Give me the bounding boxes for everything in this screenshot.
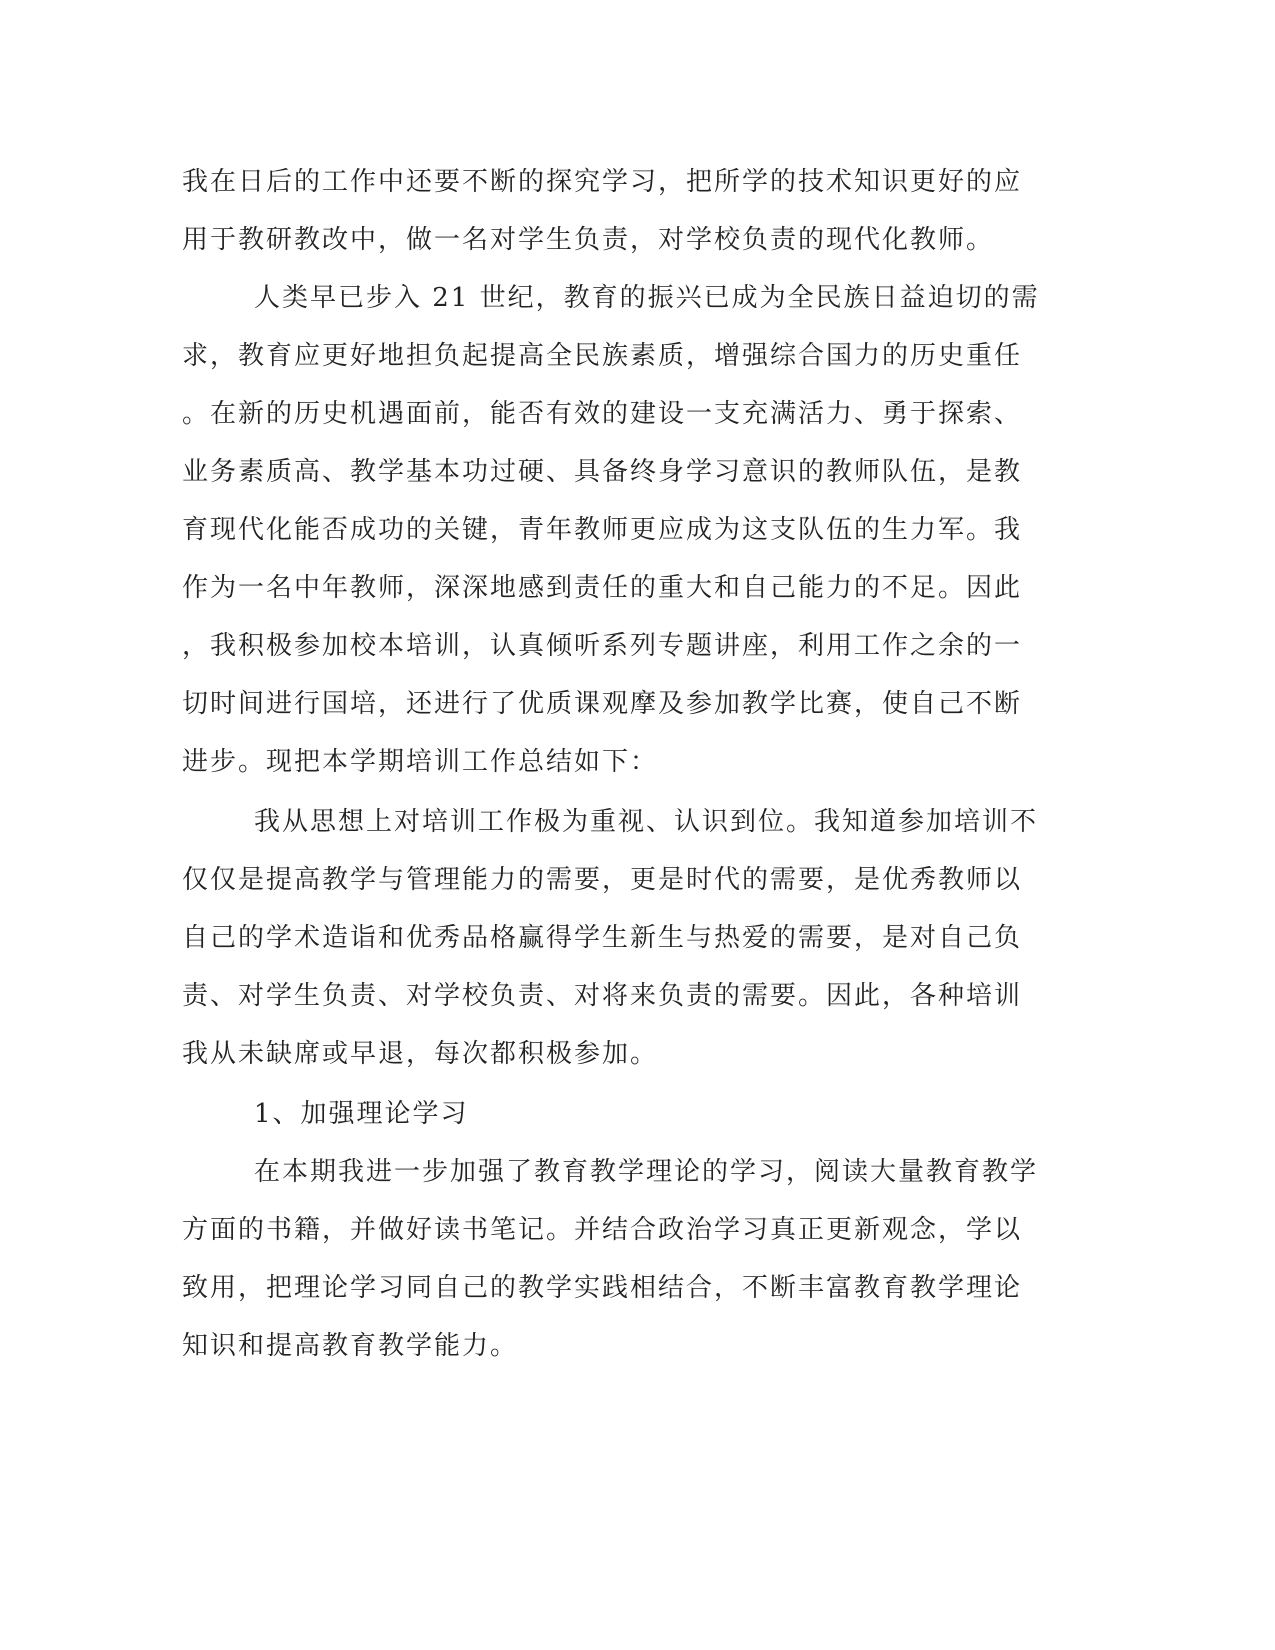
paragraph-line: 责、对学生负责、对学校负责、对将来负责的需要。因此，各种培训 — [182, 981, 1023, 1011]
paragraph-line: 求，教育应更好地担负起提高全民族素质，增强综合国力的历史重任 — [182, 341, 1023, 371]
paragraph-line: 我从思想上对培训工作极为重视、认识到位。我知道参加培训不 — [254, 807, 1039, 837]
paragraph-line: 自己的学术造诣和优秀品格赢得学生新生与热爱的需要，是对自己负 — [182, 923, 1023, 953]
paragraph-line: 切时间进行国培，还进行了优质课观摩及参加教学比赛，使自己不断 — [182, 689, 1023, 719]
paragraph-line: 人类早已步入 21 世纪，教育的振兴已成为全民族日益迫切的需 — [254, 283, 1040, 313]
paragraph-line: 我从未缺席或早退，每次都积极参加。 — [182, 1039, 659, 1069]
paragraph-line: 知识和提高教育教学能力。 — [182, 1331, 519, 1361]
paragraph-line: 在本期我进一步加强了教育教学理论的学习，阅读大量教育教学 — [254, 1157, 1039, 1187]
paragraph-line: ，我积极参加校本培训，认真倾听系列专题讲座，利用工作之余的一 — [182, 631, 1023, 661]
paragraph-line: 育现代化能否成功的关键，青年教师更应成为这支队伍的生力军。我 — [182, 515, 1023, 545]
section-heading: 1、加强理论学习 — [254, 1099, 469, 1129]
paragraph-line: 方面的书籍，并做好读书笔记。并结合政治学习真正更新观念，学以 — [182, 1215, 1023, 1245]
paragraph-line: 我在日后的工作中还要不断的探究学习，把所学的技术知识更好的应 — [182, 167, 1023, 197]
paragraph-line: 业务素质高、教学基本功过硬、具备终身学习意识的教师队伍，是教 — [182, 457, 1023, 487]
paragraph-line: 进步。现把本学期培训工作总结如下： — [182, 747, 659, 777]
paragraph-line: 用于教研教改中，做一名对学生负责，对学校负责的现代化教师。 — [182, 225, 995, 255]
paragraph-line: 致用，把理论学习同自己的教学实践相结合，不断丰富教育教学理论 — [182, 1273, 1023, 1303]
paragraph-line: 仅仅是提高教学与管理能力的需要，更是时代的需要，是优秀教师以 — [182, 865, 1023, 895]
paragraph-line: 。在新的历史机遇面前，能否有效的建设一支充满活力、勇于探索、 — [182, 399, 1023, 429]
paragraph-line: 作为一名中年教师，深深地感到责任的重大和自己能力的不足。因此 — [182, 573, 1023, 603]
